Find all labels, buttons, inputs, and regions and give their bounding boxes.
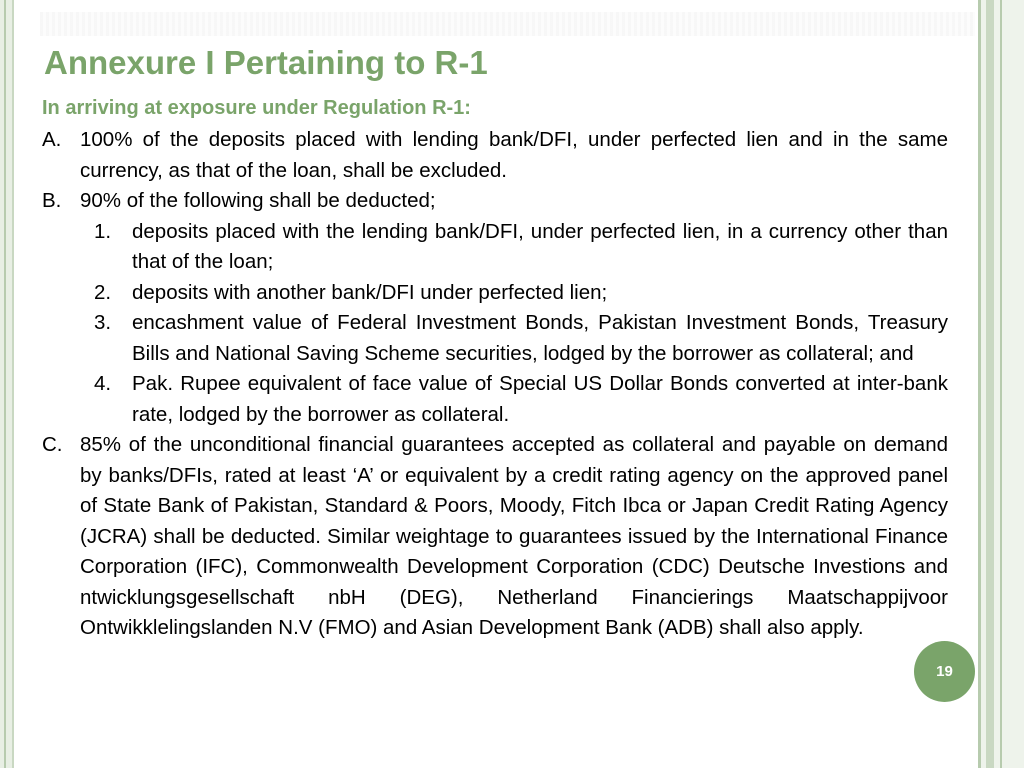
- list-item-b: [42, 186, 948, 217]
- page-number-badge: 19: [914, 641, 975, 702]
- sub-list-item-text: encashment value of Federal Investment Bonds, Pakistan Investment Bonds, Treasury Bills and National Saving Scheme securities, lodged by the borrower as collateral; and: [132, 311, 948, 365]
- sub-list-marker: 2.: [94, 280, 112, 304]
- list-marker: B.: [42, 189, 62, 212]
- sub-list-item-text: deposits placed with the lending bank/DFI, under perfected lien, in a currency other than that of the loan;: [132, 219, 948, 273]
- sub-list-marker: 3.: [94, 311, 112, 334]
- slide-subtitle: In arriving at exposure under Regulation R-1:: [42, 97, 471, 119]
- slide-title: Annexure I Pertaining to R-1: [44, 44, 488, 81]
- sub-list-marker: 4.: [94, 372, 112, 395]
- slide-body: [42, 125, 948, 644]
- list-item-text: 85% of the unconditional financial guarantees accepted as collateral and payable on demand by banks/DFIs, rated at least ‘A’ or equivalent by a credit rating agency on the approved panel of State Bank of Pakistan, Standard & Poors, Moody, Fitch Ibca or Japan Credit Rating Agency (JCRA) shall be deducted. Similar weightage to guarantees issued by the International Finance Corporation (IFC), Commonwealth Development Corporation (CDC) Deutsche Investions and ntwicklungsgesellschaft nbH (DEG), Netherland Financierings Maatschappijvoor Ontwikklelingslanden N.V (FMO) and Asian Development Bank (ADB) shall also apply.: [80, 433, 948, 639]
- sub-list-item-2: [42, 278, 948, 309]
- right-border-stripe: [1000, 0, 1002, 768]
- list-marker: A.: [42, 128, 62, 151]
- list-marker: C.: [42, 433, 63, 456]
- list-item-a: [42, 125, 948, 186]
- sub-list-marker: 1.: [94, 219, 112, 243]
- right-border-stripe: [978, 0, 981, 768]
- sub-list-item-3: [42, 308, 948, 369]
- sub-list-item-4: [42, 369, 948, 430]
- left-decorative-border: [0, 0, 14, 768]
- list-item-text: 100% of the deposits placed with lending bank/DFI, under perfected lien and in the same currency, as that of the loan, shall be excluded.: [80, 128, 948, 182]
- right-decorative-border: [978, 0, 1024, 768]
- sub-list-item-1: [42, 217, 948, 278]
- top-decorative-hatch: [40, 12, 975, 36]
- sub-list-item-text: deposits with another bank/DFI under perfected lien;: [132, 280, 608, 304]
- sub-list-item-text: Pak. Rupee equivalent of face value of Special US Dollar Bonds converted at inter-bank rate, lodged by the borrower as collateral.: [132, 372, 948, 426]
- left-border-stripe: [4, 0, 6, 768]
- list-item-text: 90% of the following shall be deducted;: [80, 189, 436, 212]
- list-item-c: [42, 430, 948, 644]
- right-border-stripe: [986, 0, 994, 768]
